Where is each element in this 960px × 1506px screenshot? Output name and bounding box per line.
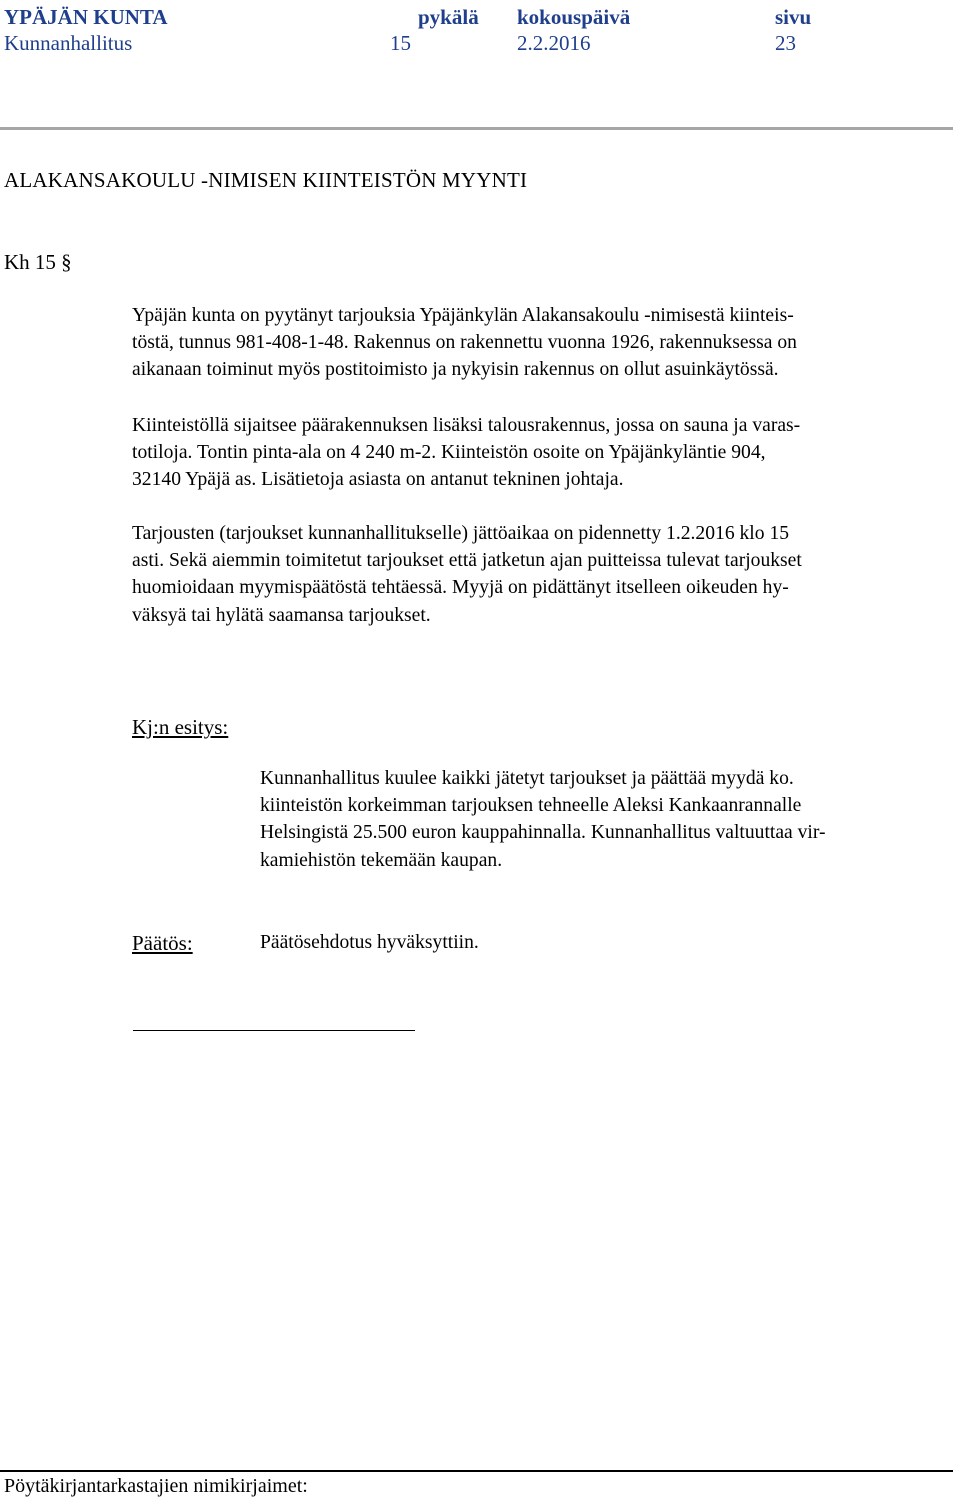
footer-rule — [0, 1470, 953, 1472]
text-line: huomioidaan myymispäätöstä tehtäessä. Myyjä on pidättänyt itselleen oikeuden hy- — [132, 577, 789, 599]
decision-text: Päätösehdotus hyväksyttiin. — [260, 932, 479, 953]
paragraph-1 — [132, 302, 942, 384]
signature-line — [133, 1030, 415, 1031]
header-rule — [0, 127, 953, 130]
meeting-date: 2.2.2016 — [517, 31, 591, 55]
page-number: 23 — [775, 31, 796, 55]
section-label: pykälä — [418, 5, 479, 29]
paragraph-3 — [132, 520, 942, 629]
date-label: kokouspäivä — [517, 5, 631, 29]
document-title: ALAKANSAKOULU -NIMISEN KIINTEISTÖN MYYNTI — [4, 168, 528, 192]
text-line: Kiinteistöllä sijaitsee päärakennuksen lisäksi talousrakennus, jossa on sauna ja varas- — [132, 415, 801, 436]
body-name: Kunnanhallitus — [4, 31, 133, 55]
paragraph-2 — [132, 412, 942, 494]
footer-text: Pöytäkirjantarkastajien nimikirjaimet: — [4, 1475, 308, 1497]
decision-label: Päätös: — [132, 931, 193, 955]
proposal-label: Kj:n esitys: — [132, 715, 229, 739]
section-number: 15 — [390, 31, 411, 55]
text-line: Kunnanhallitus kuulee kaikki jätetyt tarjoukset ja päättää myydä ko. — [260, 768, 794, 789]
text-line: Helsingistä 25.500 euron kauppahinnalla. Kunnanhallitus valtuuttaa vir- — [260, 822, 826, 844]
text-line: asti. Sekä aiemmin toimitetut tarjoukset että jatketun ajan puitteissa tulevat tarjoukset — [132, 550, 802, 572]
page-label: sivu — [775, 5, 812, 29]
text-line: Ypäjän kunta on pyytänyt tarjouksia Ypäjänkylän Alakansakoulu -nimisestä kiinteis- — [132, 305, 794, 326]
text-line: totiloja. Tontin pinta-ala on 4 240 m-2. Kiinteistön osoite on Ypäjänkyläntie 904, — [132, 442, 766, 464]
proposal-text — [260, 765, 826, 874]
text-line: väksyä tai hylätä saamansa tarjoukset. — [132, 604, 431, 626]
org-name: YPÄJÄN KUNTA — [4, 5, 168, 29]
text-line: 32140 Ypäjä as. Lisätietoja asiasta on antanut tekninen johtaja. — [132, 469, 624, 491]
kh-section: Kh 15 § — [4, 250, 72, 274]
text-line: kiinteistön korkeimman tarjouksen tehneelle Aleksi Kankaanrannalle — [260, 795, 802, 817]
text-line: töstä, tunnus 981-408-1-48. Rakennus on rakennettu vuonna 1926, rakennuksessa on — [132, 332, 797, 354]
text-line: kamiehistön tekemään kaupan. — [260, 849, 503, 871]
text-line: Tarjousten (tarjoukset kunnanhallitukselle) jättöaikaa on pidennetty 1.2.2016 klo 15 — [132, 523, 790, 544]
text-line: aikanaan toiminut myös postitoimisto ja nykyisin rakennus on ollut asuinkäytössä. — [132, 359, 779, 381]
